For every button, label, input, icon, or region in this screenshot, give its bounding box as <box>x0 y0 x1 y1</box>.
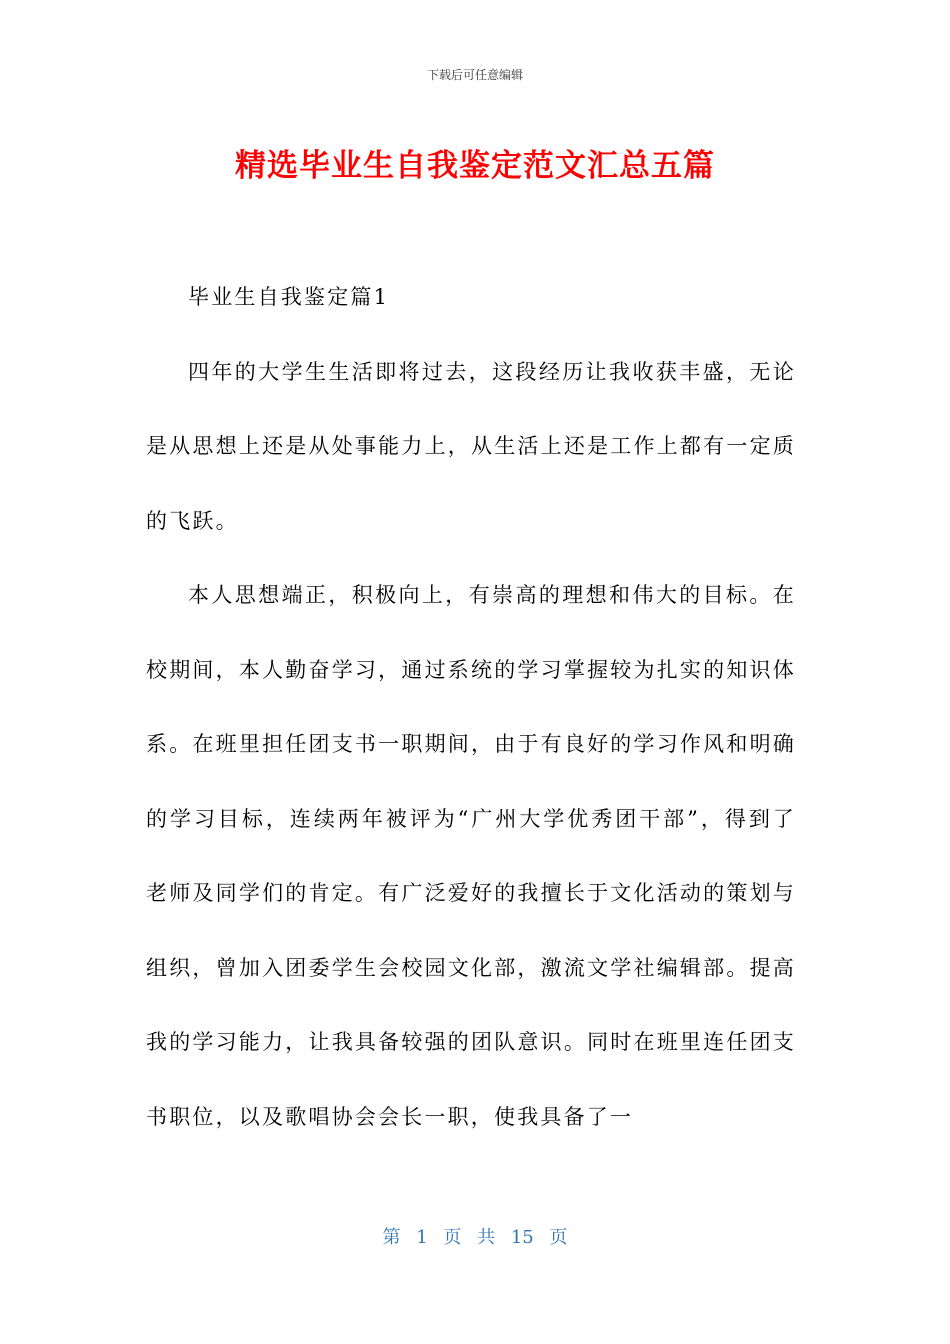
section-heading: 毕业生自我鉴定篇1 <box>188 285 390 309</box>
document-body <box>146 260 796 1154</box>
paragraph-1: 四年的大学生生活即将过去，这段经历让我收获丰盛，无论是从思想上还是从处事能力上，从生活上还是工作上都有一定质的飞跃。 <box>146 359 796 533</box>
header-note: 下载后可任意编辑 <box>426 68 523 82</box>
document-title: 精选毕业生自我鉴定范文汇总五篇 <box>235 148 715 184</box>
page-indicator: 第 1 页 共 15 页 <box>382 1227 568 1248</box>
paragraph-2: 本人思想端正，积极向上，有崇高的理想和伟大的目标。在校期间，本人勤奋学习，通过系统的学习掌握较为扎实的知识体系。在班里担任团支书一职期间，由于有良好的学习作风和明确的学习目标，连续两年被评为“广州大学优秀团干部”，得到了老师及同学们的肯定。有广泛爱好的我擅长于文化活动的策划与组织，曾加入团委学生会校园文化部，激流文学社编辑部。提高我的学习能力，让我具备较强的团队意识。同时在班里连任团支书职位，以及歌唱协会会长一职，使我具备了一 <box>146 583 796 1129</box>
